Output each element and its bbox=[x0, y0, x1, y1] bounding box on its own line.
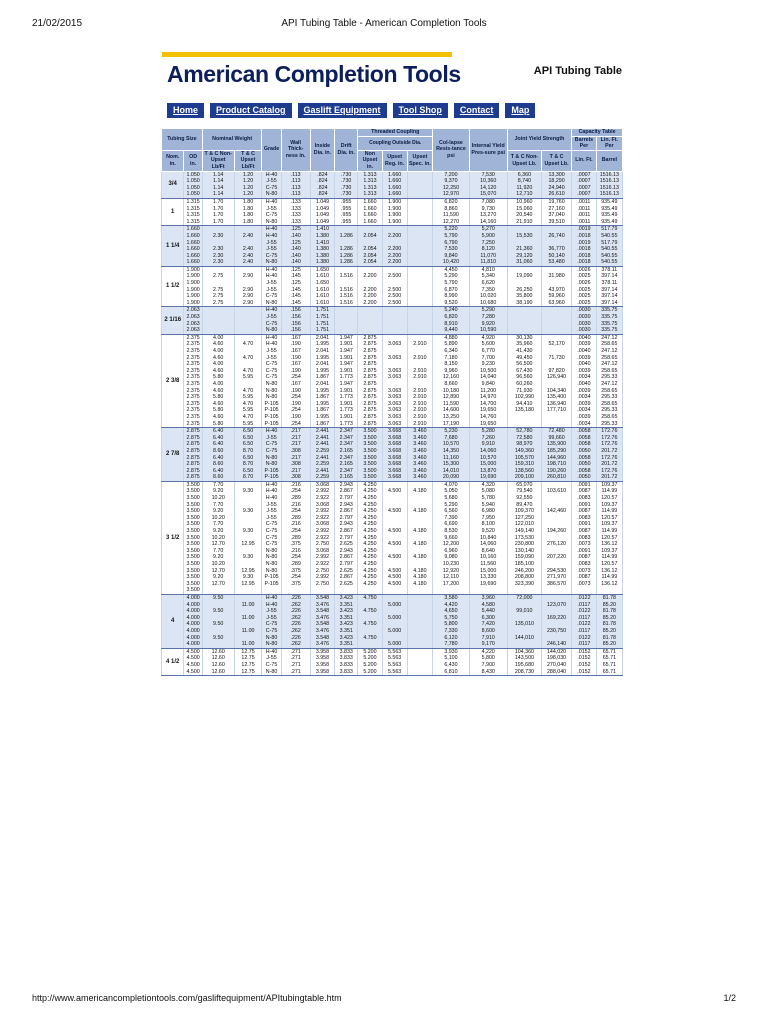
table-cell: 72,000 99,010 135,010 144,010 bbox=[507, 594, 541, 648]
brand-row bbox=[162, 57, 622, 97]
th-nominal-weight: Nominal Weight bbox=[202, 129, 262, 151]
table-cell: 1.660 1.660 1.660 1.660 bbox=[382, 171, 407, 198]
table-cell: 7,200 9,370 12,250 12,970 bbox=[433, 171, 469, 198]
table-cell: 2 3/8 bbox=[162, 334, 184, 427]
table-cell: 5.000 5.000 5.000 5.000 bbox=[382, 594, 407, 648]
table-cell: 1.313 1.313 1.313 1.313 bbox=[358, 171, 382, 198]
table-cell: .133 .133 .133 .133 bbox=[281, 198, 310, 225]
table-cell: .125 .145 .125 .145 .145 .145 bbox=[281, 266, 310, 307]
table-cell: 4.500 4.500 4.500 4.500 4.500 4.500 4.500 4.500 bbox=[382, 481, 407, 594]
table-cell: 1.900 1.900 1.900 1.900 1.900 1.900 bbox=[184, 266, 202, 307]
table-cell: 3.833 3.833 3.833 3.833 bbox=[335, 648, 358, 675]
table-cell: 2.40 2.40 2.40 2.40 bbox=[234, 226, 262, 267]
nav-product-catalog-link[interactable]: Product Catalog bbox=[210, 103, 292, 118]
table-cell: 1.650 1.610 1.650 1.610 1.610 1.610 bbox=[310, 266, 335, 307]
table-row bbox=[162, 648, 623, 675]
table-cell: H-40 H-40 H-40 J-55 J-55 J-55 C-75 C-75 C-75 C-75 N-80 N-80 N-80 N-80 P-105 P-105 bbox=[262, 481, 281, 594]
table-cell: 6,360 8,740 11,920 12,710 bbox=[507, 171, 541, 198]
table-cell: 103,610 142,460 194,260 276,120 207,220 294,530 271,970 386,570 bbox=[541, 481, 571, 594]
th-jy-upset: T & C Upset Lb. bbox=[541, 150, 571, 171]
print-url: http://www.americancompletiontools.com/gasliftequipment/APItubingtable.htm bbox=[32, 993, 342, 1003]
th-joint-yield: Joint Yield Strength bbox=[507, 129, 571, 151]
th-wall: Wall Thick-ness in. bbox=[281, 129, 310, 172]
table-cell: H-40 J-55 C-75 C-75 N-80 N-80 P-105 P-105 bbox=[262, 428, 281, 482]
table-cell: .730 .730 .730 .730 bbox=[335, 171, 358, 198]
table-cell: 30,130 35,960 41,430 49,450 56,500 67,430 96,560 60,260 71,930 102,990 94,410 135,180 bbox=[507, 334, 541, 427]
table-cell: 2.200 2.200 2.200 2.200 bbox=[382, 226, 407, 267]
table-cell: 2.063 2.063 2.063 2.063 bbox=[184, 307, 202, 334]
table-cell: 2.041 1.995 2.041 1.995 2.041 1.995 1.867 2.041 1.995 1.867 1.995 1.867 1.995 1.867 bbox=[310, 334, 335, 427]
table-cell: .113 .113 .113 .113 bbox=[281, 171, 310, 198]
table-cell: H-40 H-40 J-55 J-55 C-75 N-80 bbox=[262, 226, 281, 267]
table-cell: 2 7/8 bbox=[162, 428, 184, 482]
table-cell: H-40 J-55 C-75 N-80 bbox=[262, 307, 281, 334]
table-cell: .0026 .0025 .0026 .0025 .0025 .0025 bbox=[572, 266, 597, 307]
table-cell: 4,320 5,080 5,780 5,940 6,980 7,950 8,100 9,520 10,840 14,060 8,640 10,160 11,560 15,000 13,330 19,690 bbox=[469, 481, 507, 594]
table-cell: .156 .156 .156 .156 bbox=[281, 307, 310, 334]
th-jy-nonupset: T & C Non-Upset Lb. bbox=[507, 150, 541, 171]
table-cell: 517.79 540.55 517.79 540.55 540.55 540.55 bbox=[596, 226, 622, 267]
table-cell: 52,170 71,730 97,820 126,940 104,340 135,400 136,940 177,710 bbox=[541, 334, 571, 427]
table-cell: 2.347 2.347 2.347 2.165 2.347 2.165 2.347 2.165 bbox=[335, 428, 358, 482]
table-cell: 1.900 1.900 1.900 1.900 bbox=[382, 198, 407, 225]
print-title: API Tubing Table - American Completion Tools bbox=[281, 18, 487, 29]
nav-home-link[interactable]: Home bbox=[167, 103, 204, 118]
api-tubing-table bbox=[161, 128, 623, 676]
table-row bbox=[162, 171, 623, 198]
table-cell: 52,780 72,580 98,970 149,360 105,570 159,310 138,560 209,100 bbox=[507, 428, 541, 482]
table-cell: 3/4 bbox=[162, 171, 184, 198]
table-cell: 19,760 27,160 37,040 39,510 bbox=[541, 198, 571, 225]
nav-map-link[interactable]: Map bbox=[505, 103, 535, 118]
table-cell bbox=[335, 307, 358, 334]
table-cell: 65,070 79,540 92,550 89,470 109,370 127,250 122,010 149,140 173,530 230,800 130,140 159,090 185,100 246,200 208,800 323,390 bbox=[507, 481, 541, 594]
table-cell: H-40 J-55 C-75 N-80 bbox=[262, 648, 281, 675]
table-row bbox=[162, 307, 623, 334]
table-cell: 172.76 172.76 172.76 201.72 172.76 201.72 172.76 201.72 bbox=[596, 428, 622, 482]
table-cell: 935.49 935.49 935.49 935.49 bbox=[596, 198, 622, 225]
table-cell: 4 1/2 bbox=[162, 648, 184, 675]
table-cell: 3.423 3.351 3.423 3.351 3.423 3.351 3.423 3.351 bbox=[335, 594, 358, 648]
table-cell: .0007 .0007 .0007 .0007 bbox=[572, 171, 597, 198]
table-cell: 4.70 4.70 4.70 5.95 4.70 5.95 4.70 5.95 4.70 5.95 bbox=[234, 334, 262, 427]
th-drift: Drift Dia. in. bbox=[335, 129, 358, 172]
table-cell: 1516.13 1516.13 1516.13 1516.13 bbox=[596, 171, 622, 198]
th-tc-upset: T & C Upset Lb/Ft bbox=[234, 150, 262, 171]
table-cell: 4.180 4.180 4.180 4.180 4.180 4.180 4.180 4.180 bbox=[407, 481, 433, 594]
th-barrel-label: Barrel bbox=[596, 150, 622, 171]
table-cell: 4.500 4.500 4.500 4.500 bbox=[184, 648, 202, 675]
table-cell: 3.068 2.992 2.922 3.068 2.992 2.922 3.068 2.992 2.922 2.750 3.068 2.992 2.922 2.750 2.992 2.750 bbox=[310, 481, 335, 594]
table-cell: 247.12 258.65 247.12 258.65 247.12 258.65 295.33 247.12 258.65 295.33 258.65 295.33 258.65 295.33 bbox=[596, 334, 622, 427]
table-cell: 4.00 4.60 4.00 4.60 4.00 4.60 5.80 4.00 4.60 5.80 4.60 5.80 4.60 5.80 bbox=[202, 334, 234, 427]
table-cell: 26,740 36,770 50,140 53,480 bbox=[541, 226, 571, 267]
table-cell: 1.286 1.286 1.286 1.286 bbox=[335, 226, 358, 267]
th-upset-spec: Upset Spec. in. bbox=[407, 150, 433, 171]
table-cell: H-40 H-40 J-55 J-55 C-75 C-75 N-80 N-80 bbox=[262, 594, 281, 648]
th-inside: Inside Dia. in. bbox=[310, 129, 335, 172]
table-cell: .0019 .0018 .0019 .0018 .0018 .0018 bbox=[572, 226, 597, 267]
table-cell: 2.30 2.30 2.30 2.30 bbox=[202, 226, 234, 267]
table-cell: 4.250 4.250 4.250 4.250 4.250 4.250 4.250 4.250 4.250 4.250 4.250 4.250 4.250 4.250 4.250 4.250 bbox=[358, 481, 382, 594]
table-cell: 2.875 2.875 2.875 2.875 2.875 2.875 2.875 2.875 2.875 2.875 2.875 2.875 2.875 2.875 bbox=[358, 334, 382, 427]
table-cell: 10,960 15,060 20,540 21,910 bbox=[507, 198, 541, 225]
table-cell bbox=[407, 171, 433, 198]
table-cell: 2.200 2.200 2.200 2.200 bbox=[358, 266, 382, 307]
table-cell: 4,070 5,050 5,680 5,290 6,560 7,390 6,690 8,530 9,660 12,200 6,960 9,080 10,230 12,920 12,110 17,200 bbox=[433, 481, 469, 594]
table-cell: 7,530 10,360 14,120 15,070 bbox=[469, 171, 507, 198]
table-cell: H-40 J-55 C-75 N-80 bbox=[262, 198, 281, 225]
table-cell: 5,290 7,280 9,920 10,590 bbox=[469, 307, 507, 334]
table-cell: 3,960 4,580 5,440 6,300 7,420 8,600 7,910 9,170 bbox=[469, 594, 507, 648]
th-threaded-coupling: Threaded Coupling bbox=[358, 129, 433, 137]
table-cell: 1.516 1.516 1.516 1.516 bbox=[335, 266, 358, 307]
nav-gaslift-equipment-link[interactable]: Gaslift Equipment bbox=[298, 103, 387, 118]
table-cell: 1.410 1.380 1.410 1.380 1.380 1.380 bbox=[310, 226, 335, 267]
table-body bbox=[162, 171, 623, 676]
table-cell: 7.70 9.20 10.20 7.70 9.20 10.20 7.70 9.20 10.20 12.70 7.70 9.20 10.20 12.70 9.20 12.70 bbox=[202, 481, 234, 594]
th-linft: Lin. Ft. Per bbox=[596, 136, 622, 150]
table-cell: .0058 .0058 .0058 .0050 .0058 .0050 .0058 .0050 bbox=[572, 428, 597, 482]
th-upset-reg: Upset Reg. in. bbox=[382, 150, 407, 171]
th-capacity: Capacity Table bbox=[572, 129, 623, 137]
table-row bbox=[162, 481, 623, 594]
table-cell: 72,480 99,660 135,900 185,290 144,960 198,710 190,260 260,810 bbox=[541, 428, 571, 482]
th-tc-nonupset: T & C Non-Upset Lb/Ft bbox=[202, 150, 234, 171]
th-collapse: Col-lapse Resis-tance psi bbox=[433, 129, 469, 172]
table-cell: 19,090 26,250 35,800 38,190 bbox=[507, 266, 541, 307]
nav-tool-shop-link[interactable]: Tool Shop bbox=[393, 103, 448, 118]
print-header bbox=[32, 18, 736, 32]
table-cell: .0091 .0087 .0083 .0091 .0087 .0083 .0091 .0087 .0083 .0073 .0091 .0087 .0083 .0073 .0087 .0073 bbox=[572, 481, 597, 594]
table-cell: .955 .955 .955 .955 bbox=[335, 198, 358, 225]
table-cell: 3.548 3.476 3.548 3.476 3.548 3.476 3.548 3.476 bbox=[310, 594, 335, 648]
table-cell bbox=[202, 307, 234, 334]
table-cell: 5.563 5.563 5.563 5.563 bbox=[382, 648, 407, 675]
table-cell: 31,980 43,970 59,960 63,960 bbox=[541, 266, 571, 307]
table-cell: 15,530 21,360 29,120 31,060 bbox=[507, 226, 541, 267]
table-cell: 3.668 3.668 3.668 3.668 3.668 3.668 3.668 3.668 bbox=[382, 428, 407, 482]
table-cell: 65.71 65.71 65.71 65.71 bbox=[596, 648, 622, 675]
table-cell: 9.30 9.30 9.30 12.95 9.30 12.95 9.30 12.95 bbox=[234, 481, 262, 594]
table-cell: .0040 .0039 .0040 .0039 .0040 .0039 .0034 .0040 .0039 .0034 .0039 .0034 .0039 .0034 bbox=[572, 334, 597, 427]
table-cell: 104,360 143,500 195,680 208,730 bbox=[507, 648, 541, 675]
table-cell bbox=[407, 266, 433, 307]
table-cell: 3.063 3.063 3.063 3.063 3.063 3.063 3.063 3.063 3.063 3.063 bbox=[382, 334, 407, 427]
table-cell: 4,450 5,290 5,790 6,870 8,990 9,520 bbox=[433, 266, 469, 307]
page-title: API Tubing Table bbox=[533, 65, 622, 77]
table-cell: 2.441 2.441 2.441 2.259 2.441 2.259 2.441 2.259 bbox=[310, 428, 335, 482]
table-cell: 7,080 9,730 13,270 14,160 bbox=[469, 198, 507, 225]
table-row bbox=[162, 266, 623, 307]
table-cell: 1 1/2 bbox=[162, 266, 184, 307]
table-cell: 3.500 3.500 3.500 3.500 3.500 3.500 3.500 3.500 bbox=[358, 428, 382, 482]
table-cell: 12.60 12.60 12.60 12.60 bbox=[202, 648, 234, 675]
table-cell: 1.660 1.660 1.660 1.660 1.660 1.660 bbox=[184, 226, 202, 267]
table-cell: 3,930 5,100 6,430 6,810 bbox=[433, 648, 469, 675]
th-tubing-size: Tubing Size bbox=[162, 129, 203, 151]
brand-logo: American Completion Tools bbox=[167, 61, 461, 87]
table-cell bbox=[407, 648, 433, 675]
table-cell bbox=[407, 307, 433, 334]
table-cell bbox=[407, 226, 433, 267]
table-cell: 2 1/16 bbox=[162, 307, 184, 334]
table-cell: .0011 .0011 .0011 .0011 bbox=[572, 198, 597, 225]
table-cell: 3.958 3.958 3.958 3.958 bbox=[310, 648, 335, 675]
table-cell: 1.660 1.660 1.660 1.660 bbox=[358, 198, 382, 225]
table-cell: .0152 .0152 .0152 .0152 bbox=[572, 648, 597, 675]
table-cell: 4,220 5,800 7,900 8,430 bbox=[469, 648, 507, 675]
table-cell: 2.910 2.910 2.910 2.910 2.910 2.910 2.910 2.910 2.910 2.910 bbox=[407, 334, 433, 427]
table-cell: 9.50 9.50 9.50 9.50 bbox=[202, 594, 234, 648]
table-cell: 81.78 85.20 81.78 85.20 81.78 85.20 81.78 85.20 bbox=[596, 594, 622, 648]
table-row bbox=[162, 198, 623, 225]
table-cell: 4 bbox=[162, 594, 184, 648]
table-cell: 12.75 12.75 12.75 12.75 bbox=[234, 648, 262, 675]
table-cell: 4,880 5,890 6,340 7,180 8,150 9,960 12,160 8,660 10,180 12,890 11,590 14,600 13,250 17,190 bbox=[433, 334, 469, 427]
table-cell: 1.947 1.901 1.947 1.901 1.947 1.901 1.773 1.947 1.901 1.773 1.901 1.773 1.901 1.773 bbox=[335, 334, 358, 427]
table-cell: H-40 H-40 J-55 J-55 C-75 N-80 bbox=[262, 266, 281, 307]
table-cell: .271 .271 .271 .271 bbox=[281, 648, 310, 675]
table-cell: 5,240 6,820 8,910 9,440 bbox=[433, 307, 469, 334]
table-cell: 2.054 2.054 2.054 2.054 bbox=[358, 226, 382, 267]
table-cell: 5,270 5,900 7,250 8,120 11,070 11,810 bbox=[469, 226, 507, 267]
table-row bbox=[162, 594, 623, 648]
th-coupling-od: Coupling Outside Dia. bbox=[358, 136, 433, 150]
table-cell: H-40 J-55 C-75 N-80 bbox=[262, 171, 281, 198]
table-row bbox=[162, 226, 623, 267]
table-cell: 2.375 2.375 2.375 2.375 2.375 2.375 2.375 2.375 2.375 2.375 2.375 2.375 2.375 2.375 bbox=[184, 334, 202, 427]
table-cell: 2.90 2.90 2.90 2.90 bbox=[234, 266, 262, 307]
table-cell: .824 .824 .824 .824 bbox=[310, 171, 335, 198]
table-cell bbox=[541, 307, 571, 334]
table-cell: 1.049 1.049 1.049 1.049 bbox=[310, 198, 335, 225]
table-cell bbox=[407, 198, 433, 225]
table-cell: 4,920 5,600 6,770 7,700 9,230 10,500 14,040 9,840 11,200 14,970 14,700 19,650 14,760 19,650 bbox=[469, 334, 507, 427]
table-cell: 11.00 11.00 11.00 11.00 bbox=[234, 594, 262, 648]
table-cell: 144,020 198,030 270,040 288,040 bbox=[541, 648, 571, 675]
th-barrels: Barrels Per bbox=[572, 136, 597, 150]
print-date: 21/02/2015 bbox=[32, 18, 83, 29]
table-cell: 5,280 7,260 9,910 14,060 10,570 15,000 13,870 19,690 bbox=[469, 428, 507, 482]
table-cell bbox=[507, 307, 541, 334]
table-cell: H-40 H-40 J-55 J-55 C-75 C-75 C-75 N-80 N-80 N-80 P-105 P-105 P-105 P-105 bbox=[262, 334, 281, 427]
th-grade: Grade bbox=[262, 129, 281, 172]
table-row bbox=[162, 334, 623, 427]
table-cell: 1.20 1.20 1.20 1.20 bbox=[234, 171, 262, 198]
table-cell: 1.70 1.70 1.70 1.70 bbox=[202, 198, 234, 225]
table-cell: 1 bbox=[162, 198, 184, 225]
main-nav bbox=[167, 103, 622, 118]
table-cell: 6.40 6.40 6.40 8.60 6.40 8.60 6.40 8.60 bbox=[202, 428, 234, 482]
table-cell: 2.500 2.500 2.500 2.500 bbox=[382, 266, 407, 307]
table-cell: 3.460 3.460 3.460 3.460 3.460 3.460 3.460 3.460 bbox=[407, 428, 433, 482]
th-linft-label: Lin. Ft. bbox=[572, 150, 597, 171]
nav-contact-link[interactable]: Contact bbox=[454, 103, 500, 118]
table-cell: 2.875 2.875 2.875 2.875 2.875 2.875 2.875 2.875 bbox=[184, 428, 202, 482]
document bbox=[162, 52, 622, 118]
table-cell: 4.000 4.000 4.000 4.000 4.000 4.000 4.000 4.000 bbox=[184, 594, 202, 648]
th-internal: Internal Yield Pres-sure psi bbox=[469, 129, 507, 172]
table-cell: 3,580 4,420 4,650 5,750 5,800 7,330 6,120 7,780 bbox=[433, 594, 469, 648]
table-cell: 5,230 7,680 10,570 14,350 11,160 15,300 14,010 20,090 bbox=[433, 428, 469, 482]
table-cell: 378.11 397.14 378.11 397.14 397.14 397.14 bbox=[596, 266, 622, 307]
table-cell bbox=[234, 307, 262, 334]
table-row bbox=[162, 428, 623, 482]
table-cell: .217 .217 .217 .308 .217 .308 .217 .308 bbox=[281, 428, 310, 482]
table-cell: 1.050 1.050 1.050 1.050 bbox=[184, 171, 202, 198]
table-cell: 2.75 2.75 2.75 2.75 bbox=[202, 266, 234, 307]
table-cell: 335.75 335.75 335.75 335.75 bbox=[596, 307, 622, 334]
table-cell: .0030 .0030 .0030 .0030 bbox=[572, 307, 597, 334]
th-od: OD in. bbox=[184, 150, 202, 171]
table-cell bbox=[407, 594, 433, 648]
table-cell: 5.200 5.200 5.200 5.200 bbox=[358, 648, 382, 675]
table-cell: 3.500 3.500 3.500 3.500 3.500 3.500 3.500 3.500 3.500 3.500 3.500 3.500 3.500 3.500 3.500 3.500 3.500 bbox=[184, 481, 202, 594]
th-non-upset: Non Upset in. bbox=[358, 150, 382, 171]
table-cell bbox=[358, 307, 382, 334]
table-cell: 4,810 5,340 6,620 7,350 10,020 10,680 bbox=[469, 266, 507, 307]
table-cell: 3 1/2 bbox=[162, 481, 184, 594]
table-cell: 1.14 1.14 1.14 1.14 bbox=[202, 171, 234, 198]
table-cell: .167 .190 .167 .190 .167 .190 .254 .167 .190 .254 .190 .254 .190 .254 bbox=[281, 334, 310, 427]
table-cell: .226 .262 .226 .262 .226 .262 .226 .262 bbox=[281, 594, 310, 648]
table-cell: .125 .140 .125 .140 .140 .140 bbox=[281, 226, 310, 267]
table-cell: 1.751 1.751 1.751 1.751 bbox=[310, 307, 335, 334]
table-cell: 13,300 18,290 24,940 26,610 bbox=[541, 171, 571, 198]
table-cell: .0122 .0117 .0122 .0117 .0122 .0117 .0122 .0117 bbox=[572, 594, 597, 648]
table-cell: 4.750 4.750 4.750 4.750 bbox=[358, 594, 382, 648]
table-cell: 1.80 1.80 1.80 1.80 bbox=[234, 198, 262, 225]
table-cell: 1.315 1.315 1.315 1.315 bbox=[184, 198, 202, 225]
table-cell: 6,820 8,860 11,590 12,270 bbox=[433, 198, 469, 225]
table-cell: 109.37 114.99 120.57 109.37 114.99 120.57 109.37 114.99 120.57 136.12 109.37 114.99 120.57 136.12 114.99 136.12 bbox=[596, 481, 622, 594]
table-cell bbox=[382, 307, 407, 334]
table-cell: 2.943 2.867 2.797 2.943 2.867 2.797 2.943 2.867 2.797 2.625 2.943 2.867 2.797 2.625 2.867 2.625 bbox=[335, 481, 358, 594]
table-cell: .216 .254 .289 .216 .254 .289 .216 .254 .289 .375 .216 .254 .289 .375 .254 .375 bbox=[281, 481, 310, 594]
page-number: 1/2 bbox=[723, 993, 736, 1003]
th-nom: Nom. in. bbox=[162, 150, 184, 171]
table-cell: 5,220 5,790 6,790 7,530 9,840 10,420 bbox=[433, 226, 469, 267]
table-cell: 123,070 169,220 230,750 246,140 bbox=[541, 594, 571, 648]
table-cell: 1 1/4 bbox=[162, 226, 184, 267]
table-cell: 6.50 6.50 6.50 8.70 6.50 8.70 6.50 8.70 bbox=[234, 428, 262, 482]
